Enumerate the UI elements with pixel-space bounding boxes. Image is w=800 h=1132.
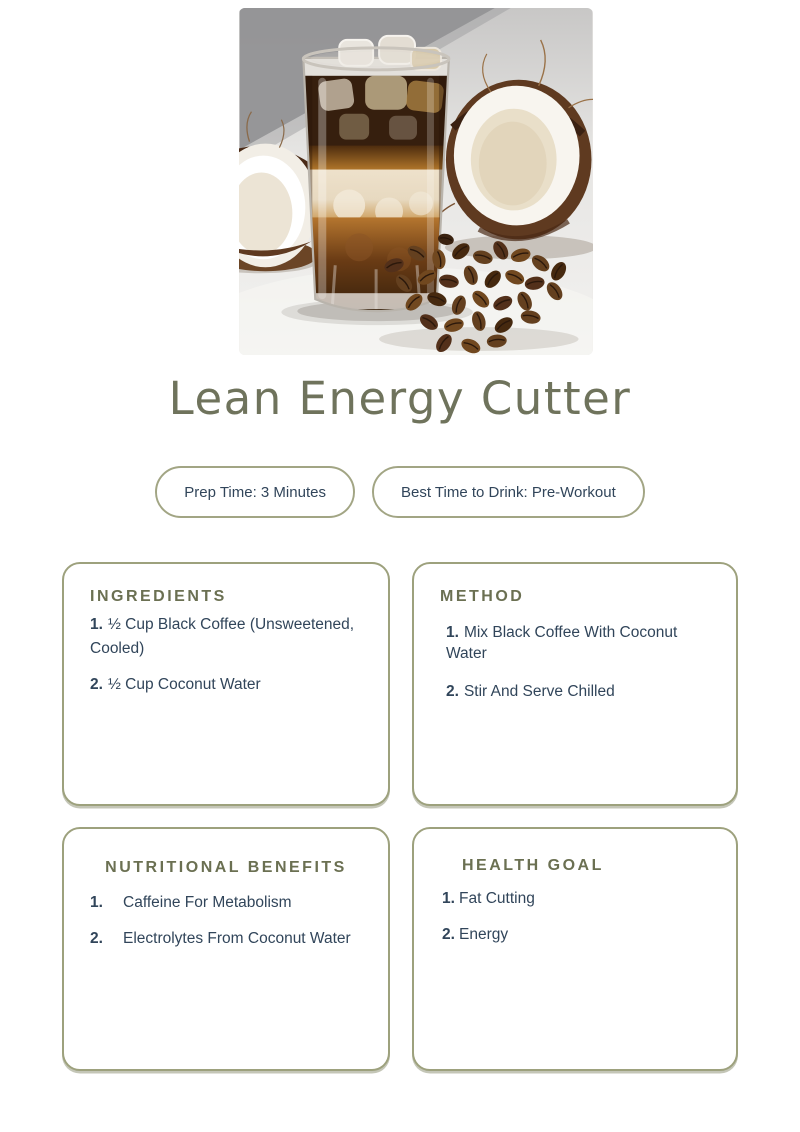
item-text: ½ Cup Coconut Water: [107, 676, 261, 693]
ingredients-heading: INGREDIENTS: [90, 588, 227, 605]
list-item: [440, 925, 710, 944]
page-title: Lean Energy Cutter: [168, 372, 632, 425]
item-text: Energy: [459, 926, 509, 943]
list-item: [90, 929, 362, 948]
badge-row: [0, 466, 800, 518]
prep-time-label: Prep Time: 3 Minutes: [184, 483, 326, 501]
list-item: [440, 889, 710, 908]
item-text: Electrolytes From Coconut Water: [123, 930, 351, 947]
item-text: Caffeine For Metabolism: [123, 894, 292, 911]
item-number: 1.: [446, 624, 459, 641]
list-item: [446, 622, 710, 664]
method-heading: METHOD: [440, 588, 525, 605]
list-item: [90, 613, 362, 661]
info-cards: [62, 562, 738, 1071]
list-item: [90, 673, 362, 697]
item-number: 2.: [446, 683, 459, 700]
item-number: 2.: [90, 930, 103, 947]
item-text: Mix Black Coffee With Coconut Water: [446, 624, 678, 662]
item-text: ½ Cup Black Coffee (Unsweetened, Cooled): [90, 616, 355, 657]
ingredients-card: [62, 562, 390, 806]
item-number: 2.: [90, 676, 103, 693]
list-item: [90, 893, 362, 912]
list-item: [446, 681, 710, 702]
item-text: Fat Cutting: [459, 890, 535, 907]
health-goal-card: [412, 827, 738, 1071]
item-text: Stir And Serve Chilled: [463, 683, 615, 700]
item-number: 1.: [442, 890, 455, 907]
method-card: [412, 562, 738, 806]
item-number: 1.: [90, 894, 103, 911]
nutritional-benefits-card: [62, 827, 390, 1071]
item-number: 2.: [442, 926, 455, 943]
prep-time-badge: [155, 466, 355, 518]
health-goal-heading: HEALTH GOAL: [462, 857, 604, 874]
nutritional-benefits-heading: NUTRITIONAL BENEFITS: [105, 859, 347, 876]
best-time-label: Best Time to Drink: Pre-Workout: [400, 483, 616, 501]
item-number: 1.: [90, 616, 103, 633]
iced-coffee-coconut-illustration: [239, 8, 593, 355]
recipe-photo: [239, 8, 593, 355]
best-time-badge: [372, 466, 645, 518]
